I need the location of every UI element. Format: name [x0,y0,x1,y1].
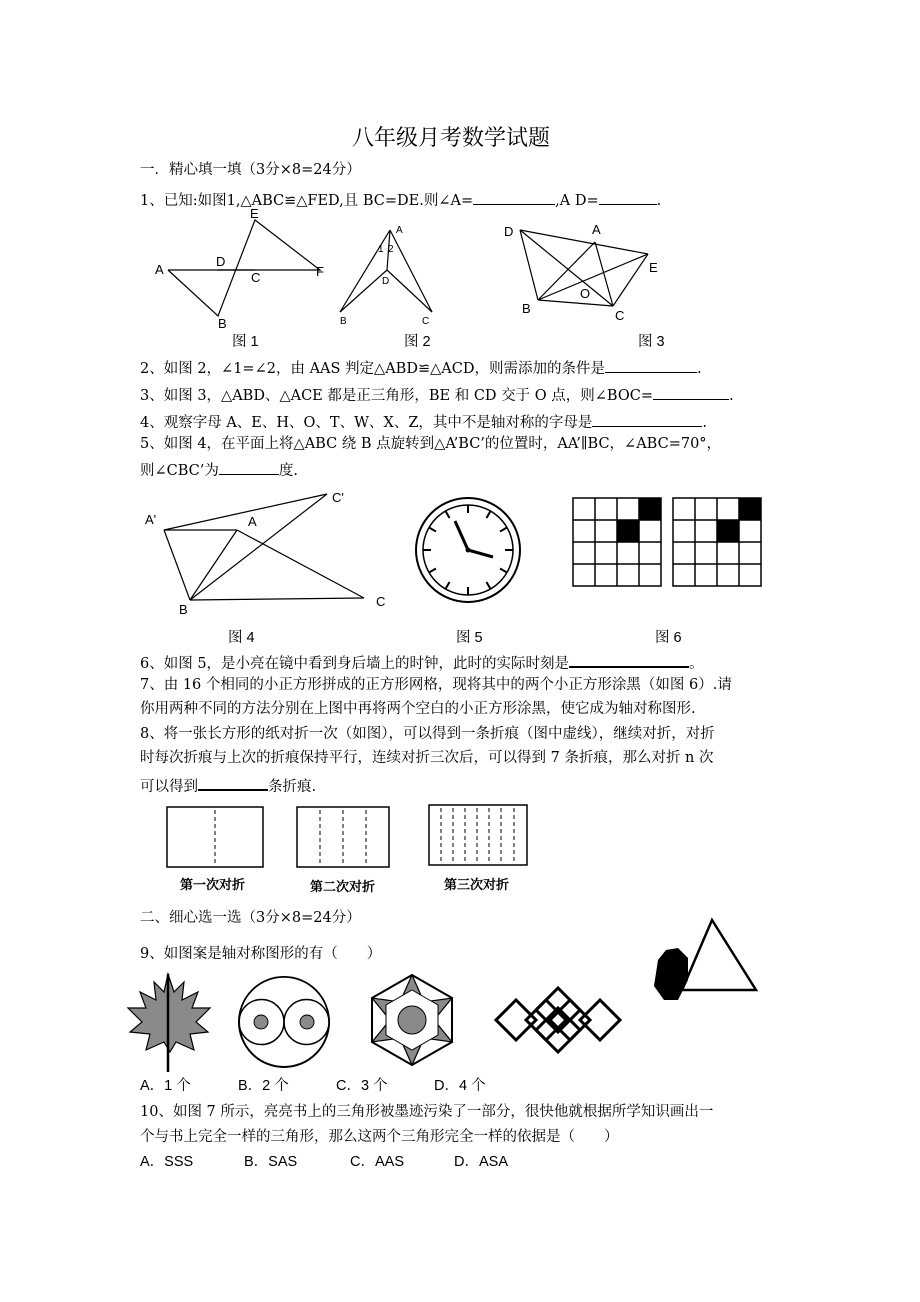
fig4-label-A: A [248,514,257,529]
pattern-yin-yang [236,974,332,1070]
fold-figure-2 [296,806,392,870]
fig1-label-B: B [218,316,227,331]
fig3-label-B: B [522,301,531,316]
question-8-line-3 [140,773,316,797]
q1-answer-blank-a[interactable] [473,188,555,205]
pattern-hexagon [364,972,460,1068]
q1-answer-blank-ad[interactable] [599,188,657,205]
clock-tick [500,528,507,532]
q9-option-c[interactable]: C．3 个 [336,1078,388,1094]
q4-text-post: . [702,415,708,431]
q5-text-pre: 则∠CBC’为 [140,463,219,479]
fig5-caption: 图 5 [456,630,483,646]
q3-answer-blank[interactable] [653,383,729,400]
question-5-line-1: 5、如图 4，在平面上将△ABC 绕 B 点旋转到△A’BC’的位置时，AA’∥BC，∠ABC=70°， [140,436,722,452]
q3-text-pre: 3、如图 3，△ABD、△ACE 都是正三角形，BE 和 CD 交于 O 点，则∠BOC= [140,388,653,404]
fold-caption-2: 第二次对折 [310,879,376,894]
fig4-label-Cprime: C' [332,490,344,505]
fig1-caption: 图 1 [232,334,259,350]
figure-6-grid-left [572,497,664,589]
clock-tick [500,569,507,573]
fig2-label-2: 2 [388,244,394,255]
clock-tick [446,511,450,518]
fig3-label-E: E [649,260,658,275]
fig1-label-C: C [251,270,261,285]
section-2-heading: 二、细心选一选（3分×8=24分） [140,910,361,926]
question-7-line-1: 7、由 16 个相同的小正方形拼成的正方形网格，现将其中的两个小正方形涂黑（如图 6）.请 [140,677,732,693]
q5-text-post: 度. [278,463,298,479]
fold-caption-1: 第一次对折 [180,877,246,892]
q6-answer-blank[interactable] [569,650,689,668]
q10-option-c[interactable]: C．AAS [350,1154,404,1170]
q4-answer-blank[interactable] [592,410,702,427]
q10-option-d[interactable]: D．ASA [454,1154,508,1170]
fig3-label-O: O [580,286,591,301]
fig2-caption: 图 2 [404,334,431,350]
fig2-label-D: D [382,276,390,287]
fig2-label-A: A [396,225,403,236]
fig3-label-C: C [615,308,625,323]
fig1-label-D: D [216,254,226,269]
figure-1 [150,206,330,331]
q1-text-post: . [656,193,662,209]
q5-answer-blank[interactable] [219,458,279,475]
q1-text-mid: ,A D= [555,193,599,209]
q2-answer-blank[interactable] [605,356,697,373]
q3-text-post: . [728,388,734,404]
question-8-line-2: 时每次折痕与上次的折痕保持平行，连续对折三次后，可以得到 7 条折痕，那么对折 n 次 [140,750,714,766]
q6-text-post: 。 [689,656,704,672]
fig2-label-B: B [340,316,347,327]
fig6-caption: 图 6 [655,630,682,646]
question-10-line-1: 10、如图 7 所示，亮亮书上的三角形被墨迹污染了一部分，很快他就根据所学知识画出一 [140,1104,714,1120]
page-title: 八年级月考数学试题 [352,126,551,151]
fig1-label-F: F [316,264,324,279]
q8-text-pre: 可以得到 [140,779,198,795]
q9-option-a[interactable]: A．1 个 [140,1078,191,1094]
q6-text-pre: 6、如图 5，是小亮在镜中看到身后墙上的时钟，此时的实际时刻是 [140,656,570,672]
question-9-stem: 9、如图案是轴对称图形的有（ ） [140,946,382,962]
q10-option-b[interactable]: B．SAS [244,1154,298,1170]
question-4 [140,410,707,433]
fold-caption-3: 第三次对折 [444,877,510,892]
question-8-line-1: 8、将一张长方形的纸对折一次（如图），可以得到一条折痕（图中虚线），继续对折，对折 [140,726,715,742]
section-1-heading: 一．精心填一填（3分×8=24分） [140,162,361,178]
pattern-diamond-knot [492,986,624,1056]
q4-text-pre: 4、观察字母 A、E、H、O、T、W、X、Z，其中不是轴对称的字母是 [140,415,593,431]
fig4-label-C: C [376,594,386,609]
figure-2 [332,220,442,325]
pattern-maple-leaf [124,972,214,1072]
clock-tick [487,582,491,589]
clock-tick [487,511,491,518]
q10-option-a[interactable]: A．SSS [140,1154,194,1170]
clock-tick [429,569,436,573]
fig4-caption: 图 4 [228,630,255,646]
figure-6-grid-right [672,497,764,589]
fig1-label-A: A [155,262,164,277]
question-7-line-2: 你用两种不同的方法分别在上图中再将两个空白的小正方形涂黑，使它成为轴对称图形. [140,701,696,717]
figure-3 [500,220,675,330]
question-3 [140,383,734,406]
question-10-line-2: 个与书上完全一样的三角形，那么这两个三角形完全一样的依据是（ ） [140,1129,619,1145]
q2-text-pre: 2、如图 2，∠1=∠2，由 AAS 判定△ABD≌△ACD，则需添加的条件是 [140,361,605,377]
q2-text-post: . [696,361,702,377]
figure-5-clock [413,495,523,605]
clock-tick [446,582,450,589]
q9-option-d[interactable]: D．4 个 [434,1078,486,1094]
fig3-label-A: A [592,222,601,237]
q8-text-post: 条折痕. [268,779,317,795]
fold-figure-1 [166,806,266,870]
fig1-label-E: E [250,206,259,221]
fold-figure-3 [428,804,530,868]
q8-answer-blank[interactable] [198,773,268,791]
fig4-label-Aprime: A' [145,512,157,527]
fig3-caption: 图 3 [638,334,665,350]
question-6 [140,650,704,674]
fig2-label-1: 1 [378,244,384,255]
question-2 [140,356,702,379]
q9-option-b[interactable]: B．2 个 [238,1078,289,1094]
clock-tick [429,528,436,532]
q1-text-pre: 1、已知:如图1,△ABC≌△FED,且 BC=DE.则∠A= [140,193,474,209]
fig4-label-B: B [179,602,188,617]
figure-4 [142,488,402,618]
question-5-line-2 [140,458,298,481]
fig2-label-C: C [422,316,430,327]
fig3-label-D: D [504,224,514,239]
figure-7-triangle-inkblot [648,914,768,1014]
